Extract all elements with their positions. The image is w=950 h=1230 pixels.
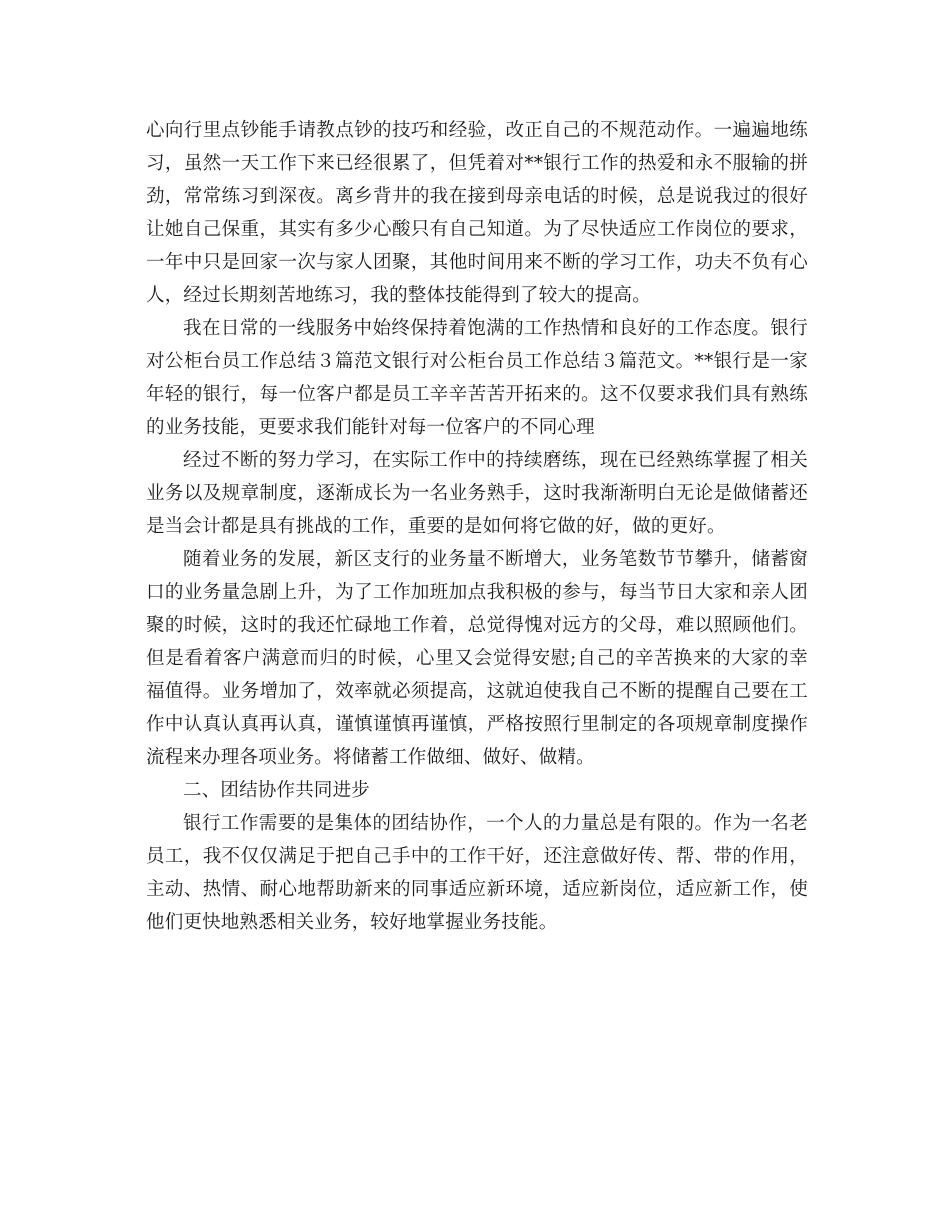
paragraph-line: 二、团结协作共同进步 (183, 780, 371, 801)
paragraph-line: 我在日常的一线服务中始终保持着饱满的工作热情和良好的工作态度。银行 (183, 318, 808, 339)
paragraph (146, 114, 808, 312)
paragraph-line: 劲，常常练习到深夜。离乡背井的我在接到母亲电话的时候，总是说我过的很好 (146, 186, 808, 207)
paragraph-line: 是当会计都是具有挑战的工作，重要的是如何将它做的好，做的更好。 (146, 516, 726, 537)
paragraph-line: 主动、热情、耐心地帮助新来的同事适应新环境，适应新岗位，适应新工作，使 (146, 879, 808, 900)
paragraph-line: 但是看着客户满意而归的时候，心里又会觉得安慰;自己的辛苦换来的大家的幸 (146, 648, 808, 669)
paragraph (146, 774, 808, 807)
paragraph-line: 口的业务量急剧上升，为了工作加班加点我积极的参与，每当节日大家和亲人团 (146, 582, 808, 603)
paragraph-line: 随着业务的发展，新区支行的业务量不断增大，业务笔数节节攀升，储蓄窗 (183, 549, 808, 570)
paragraph-line: 让她自己保重，其实有多少心酸只有自己知道。为了尽快适应工作岗位的要求， (146, 219, 808, 240)
paragraph-line: 他们更快地熟悉相关业务，较好地掌握业务技能。 (146, 912, 558, 933)
paragraph-line: 聚的时候，这时的我还忙碌地工作着，总觉得愧对远方的父母，难以照顾他们。 (146, 615, 808, 636)
document-body (146, 114, 808, 939)
paragraph-line: 心向行里点钞能手请教点钞的技巧和经验，改正自己的不规范动作。一遍遍地练 (146, 120, 808, 141)
paragraph-line: 业务以及规章制度，逐渐成长为一名业务熟手，这时我渐渐明白无论是做储蓄还 (146, 483, 808, 504)
paragraph (146, 444, 808, 543)
paragraph (146, 807, 808, 939)
paragraph-line: 人，经过长期刻苦地练习，我的整体技能得到了较大的提高。 (146, 285, 651, 306)
paragraph-line: 一年中只是回家一次与家人团聚，其他时间用来不断的学习工作，功夫不负有心 (146, 252, 808, 273)
paragraph-line: 福值得。业务增加了，效率就必须提高，这就迫使我自己不断的提醒自己要在工 (146, 681, 808, 702)
paragraph-line: 流程来办理各项业务。将储蓄工作做细、做好、做精。 (146, 747, 595, 768)
paragraph (146, 312, 808, 444)
paragraph (146, 543, 808, 774)
paragraph-line: 习，虽然一天工作下来已经很累了，但凭着对**银行工作的热爱和永不服输的拼 (146, 153, 808, 174)
paragraph-line: 银行工作需要的是集体的团结协作，一个人的力量总是有限的。作为一名老 (183, 813, 808, 834)
paragraph-line: 员工，我不仅仅满足于把自己手中的工作干好，还注意做好传、帮、带的作用， (146, 846, 808, 867)
paragraph-line: 经过不断的努力学习，在实际工作中的持续磨练，现在已经熟练掌握了相关 (183, 450, 808, 471)
paragraph-line: 的业务技能，更要求我们能针对每一位客户的不同心理 (146, 417, 595, 438)
paragraph-line: 作中认真认真再认真，谨慎谨慎再谨慎，严格按照行里制定的各项规章制度操作 (146, 714, 808, 735)
paragraph-line: 年轻的银行，每一位客户都是员工辛辛苦苦开拓来的。这不仅要求我们具有熟练 (146, 384, 808, 405)
paragraph-line: 对公柜台员工作总结３篇范文银行对公柜台员工作总结３篇范文。**银行是一家 (146, 351, 808, 372)
